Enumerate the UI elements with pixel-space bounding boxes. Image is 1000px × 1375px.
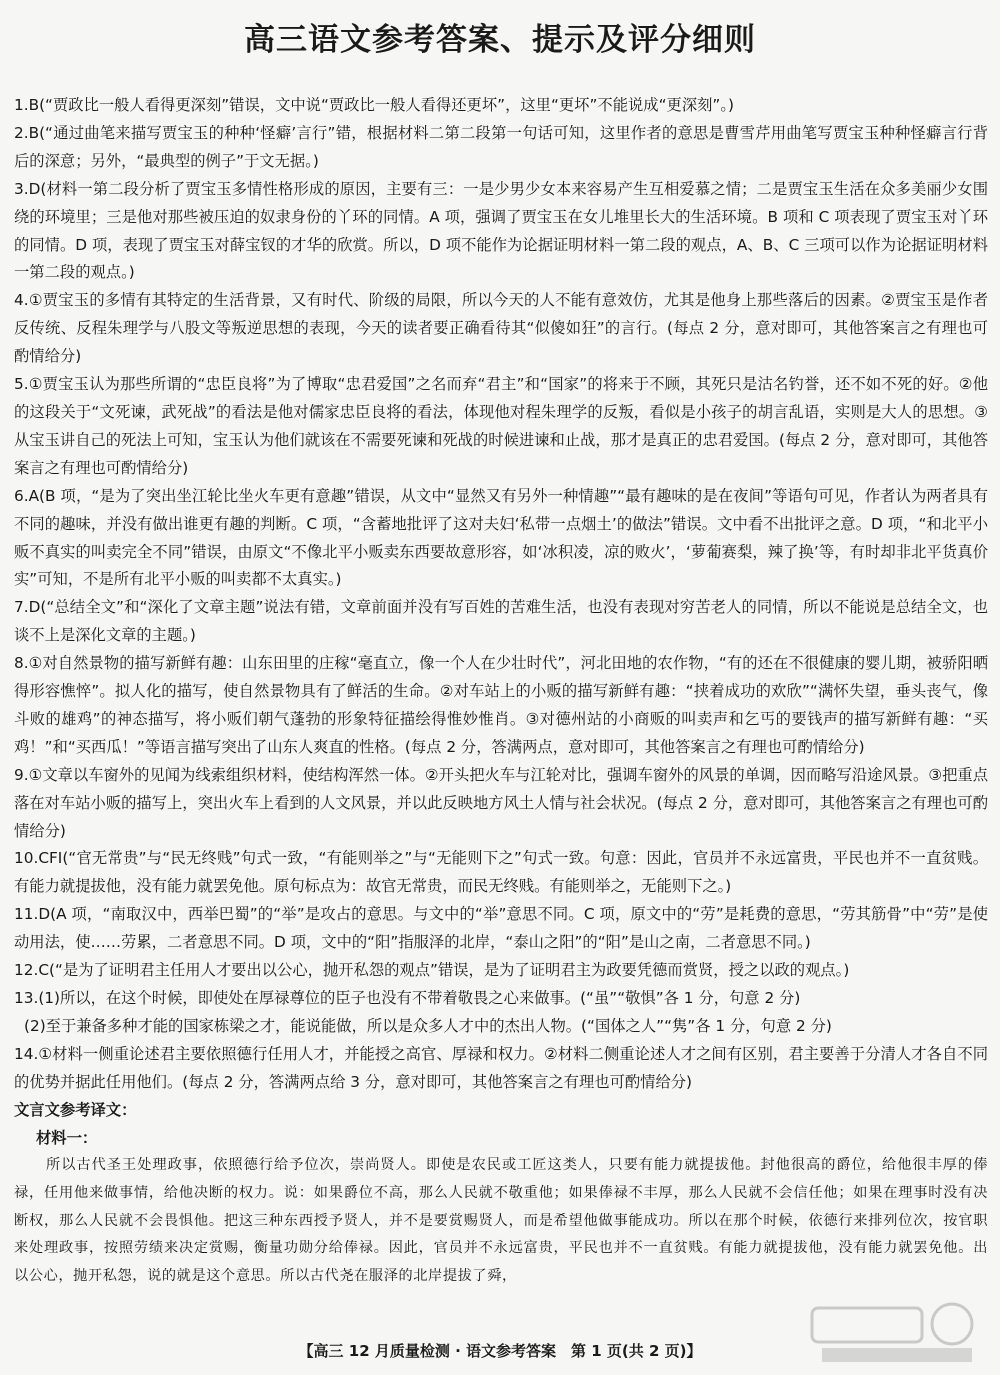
answer-14: 14.①材料一侧重论述君主要依照德行任用人才，并能授之高官、厚禄和权力。②材料二侧重论述人才之间有区别，君主要善于分清人才各自不同的优势并据此任用他们。(每点 2 分，答满两点给 3 分，意对即可，其他答案言之有理也可酌情给分): [14, 1044, 988, 1091]
answer-1: 1.B(“贾政比一般人看得更深刻”错误，文中说“贾政比一般人看得还更坏”，这里“更坏”不能说成“更深刻”。): [14, 96, 734, 114]
answer-4: 4.①贾宝玉的多情有其特定的生活背景，又有时代、阶级的局限，所以今天的人不能有意效仿，尤其是他身上那些落后的因素。②贾宝玉是作者反传统、反程朱理学与八股文等叛逆思想的表现，今天的读者要正确看待其“似傻如狂”的言行。(每点 2 分，意对即可，其他答案言之有理也可酌情给分): [14, 291, 988, 366]
answer-13-1: 13.(1)所以，在这个时候，即使处在厚禄尊位的臣子也没有不带着敬畏之心来做事。(“虽”“敬惧”各 1 分，句意 2 分): [14, 989, 801, 1007]
answer-8: 8.①对自然景物的描写新鲜有趣：山东田里的庄稼“毫直立，像一个人在少壮时代”，河北田地的农作物，“有的还在不很健康的婴儿期，被骄阳晒得形容憔悴”。拟人化的描写，使自然景物具有了鲜活的生命。②对车站上的小贩的描写新鲜有趣：“挟着成功的欢欣”“满怀失望，垂头丧气，像斗败的雄鸡”的神态描写，将小贩们朝气蓬勃的形象特征描绘得惟妙惟肖。③对德州站的小商贩的叫卖声和乞丐的要钱声的描写新鲜有趣：“买鸡！”和“买西瓜！”等语言描写突出了山东人爽直的性格。(每点 2 分，答满两点，意对即可，其他答案言之有理也可酌情给分): [14, 654, 988, 756]
answer-list: [14, 92, 988, 1290]
answer-13-2: (2)至于兼备多种才能的国家栋梁之才，能说能做，所以是众多人才中的杰出人物。(“国体之人”“隽”各 1 分，句意 2 分): [24, 1016, 832, 1035]
page-title: 高三语文参考答案、提示及评分细则: [244, 22, 756, 58]
answer-6: 6.A(B 项，“是为了突出坐江轮比坐火车更有意趣”错误，从文中“显然又有另外一种情趣”“最有趣味的是在夜间”等语句可见，作者认为两者具有不同的趣味，并没有做出谁更有趣的判断。C 项，“含蓄地批评了这对夫妇‘私带一点烟土’的做法”错误。文中看不出批评之意。D 项，“和北平小贩不真实的叫卖完全不同”错误，由原文“不像北平小贩卖东西要故意形容，如‘冰积凌，凉的败火’，‘萝葡赛梨，辣了换’等，有时却非北平货真价实”可知，不是所有北平小贩的叫卖都不太真实。): [14, 486, 988, 589]
answer-5: 5.①贾宝玉认为那些所谓的“忠臣良将”为了博取“忠君爱国”之名而弃“君主”和“国家”的将来于不顾，其死只是沽名钓誉，还不如不死的好。②他的这段关于“文死谏，武死战”的看法是他对儒家忠臣良将的看法，体现他对程朱理学的反叛，看似是小孩子的胡言乱语，实则是大人的思想。③从宝玉讲自己的死法上可知，宝玉认为他们就该在不需要死谏和死战的时候进谏和止战，那才是真正的忠君爱国。(每点 2 分，意对即可，其他答案言之有理也可酌情给分): [14, 375, 988, 477]
material-heading: 材料一：: [36, 1128, 98, 1147]
page-footer: 【高三 12 月质量检测 · 语文参考答案 第 1 页(共 2 页)】: [298, 1342, 702, 1360]
translation-heading: 文言文参考译文：: [14, 1100, 137, 1119]
answer-10: 10.CFI(“官无常贵”与“民无终贱”句式一致，“有能则举之”与“无能则下之”句式一致。句意：因此，官员并不永远富贵，平民也并不一直贫贱。有能力就提拔他，没有能力就罢免他。原句标点为：故官无常贵，而民无终贱。有能则举之，无能则下之。): [14, 849, 988, 896]
answer-9: 9.①文章以车窗外的见闻为线索组织材料，使结构浑然一体。②开头把火车与江轮对比，强调车窗外的风景的单调，因而略写沿途风景。③把重点落在对车站小贩的描写上，突出火车上看到的人文风景，并以此反映地方风土人情与社会状况。(每点 2 分，意对即可，其他答案言之有理也可酌情给分): [14, 765, 988, 840]
answer-12: 12.C(“是为了证明君主任用人才要出以公心，抛开私怨的观点”错误，是为了证明君主为政要凭德而赏贤，授之以政的观点。): [14, 961, 850, 980]
translation-text: 所以古代圣王处理政事，依照德行给予位次，崇尚贤人。即使是农民或工匠这类人，只要有能力就提拔他。封他很高的爵位，给他很丰厚的俸禄，任用他来做事情，给他决断的权力。说：如果爵位不高，那么人民就不敬重他；如果俸禄不丰厚，那么人民就不会信任他；如果在理事时没有决断权，那么人民就不会畏惧他。把这三种东西授予贤人，并不是要赏赐贤人，而是希望他做事能成功。所以在那个时候，依德行来排列位次，按官职来处理政事，按照劳绩来决定赏赐，衡量功勋分给俸禄。因此，官员并不永远富贵，平民也并不一直贫贱。有能力就提拔他，没有能力就罢免他。出以公心，抛开私怨，说的就是这个意思。所以古代尧在服泽的北岸提拔了舜，: [14, 1157, 988, 1284]
answer-2: 2.B(“通过曲笔来描写贾宝玉的种种‘怪癖’言行”错，根据材料二第二段第一句话可知，这里作者的意思是曹雪芹用曲笔写贾宝玉种种怪癖言行背后的深意；另外，“最典型的例子”于文无据。): [14, 123, 988, 170]
answer-3: 3.D(材料一第二段分析了贾宝玉多情性格形成的原因，主要有三：一是少男少女本来容易产生互相爱慕之情；二是贾宝玉生活在众多美丽少女围绕的环境里；三是他对那些被压迫的奴隶身份的丫环的同情。A 项，强调了贾宝玉在女儿堆里长大的生活环境。B 项和 C 项表现了贾宝玉对丫环的同情。D 项，表现了贾宝玉对薛宝钗的才华的欣赏。所以，D 项不能作为论据证明材料一第二段的观点，A、B、C 三项可以作为论据证明材料一第二段的观点。): [14, 179, 988, 282]
answer-7: 7.D(“总结全文”和“深化了文章主题”说法有错，文章前面并没有写百姓的苦难生活，也没有表现对穷苦老人的同情，所以不能说是总结全文，也谈不上是深化文章的主题。): [14, 598, 988, 645]
answer-11: 11.D(A 项，“南取汉中，西举巴蜀”的“举”是攻占的意思。与文中的“举”意思不同。C 项，原文中的“劳”是耗费的意思，“劳其筋骨”中“劳”是使动用法，使……劳累，二者意思不同。D 项，文中的“阳”指服泽的北岸，“泰山之阳”的“阳”是山之南，二者意思不同。): [14, 905, 988, 952]
